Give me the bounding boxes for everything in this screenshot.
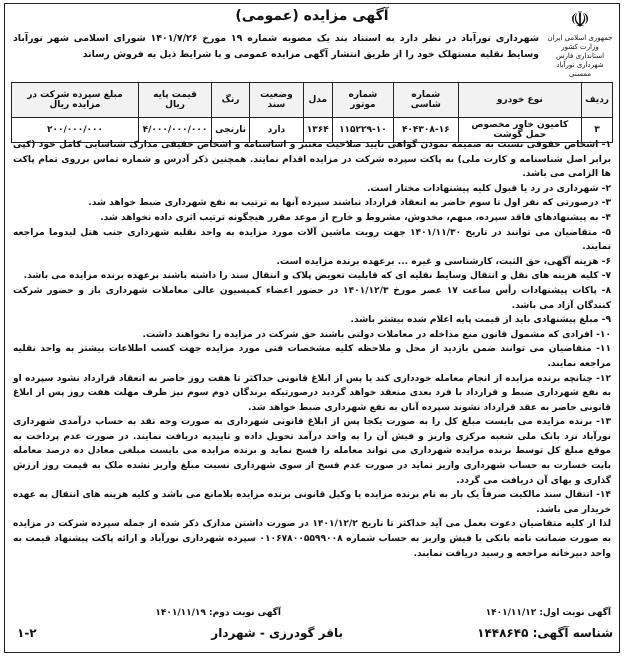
page-number: ۱-۲ bbox=[17, 626, 37, 640]
col-chassis: شماره شاسی bbox=[394, 83, 459, 118]
emblem-line: جمهوری اسلامی ایران bbox=[547, 34, 613, 42]
condition-item: ۴- به پیشنهادهای فاقد سپرده، مبهم، مخدوش، مشروط و خارج از موعد مقرر هیچگونه ترتیب اثری داده نخواهد شد. bbox=[100, 212, 611, 223]
cell-vehicle-type: کامیون خاور مخصوص حمل گوشت bbox=[458, 118, 582, 143]
first-publication-date: آگهی نوبت اول: ۱۴۰۱/۱۱/۱۲ bbox=[485, 608, 611, 618]
page-title: آگهی مزایده (عمومی) bbox=[235, 8, 389, 24]
condition-item: ۷- کلیه هزینه های نقل و انتقال وسایط نقلیه ای که قابلیت تعویض پلاک و انتقال سند را داشته باشند برعهده برنده مزایده می باشد. bbox=[23, 271, 611, 282]
condition-item: ۵- متقاضیان می توانند در تاریخ ۱۴۰۱/۱۱/۳۰ جهت رویت ماشین آلات مورد مزایده به واحد نقلیه شهرداری جنب هتل لیدوما مراجعه نمایند. bbox=[13, 227, 611, 253]
col-engine: شماره موتور bbox=[332, 83, 393, 118]
cell-document: دارد bbox=[250, 118, 304, 143]
emblem-line: شهرداری نورآباد ممسنی bbox=[556, 61, 604, 78]
col-document: وضعیت سند bbox=[250, 83, 304, 118]
condition-item: ۳- درصورتی که نفر اول تا سوم حاضر به انعقاد قرارداد نباشند سپرده آنها به ترتیب به نفع شهرداری ضبط خواهد شد. bbox=[88, 198, 611, 209]
emblem bbox=[545, 8, 615, 79]
vehicle-table bbox=[11, 82, 613, 143]
condition-item: ۹- مبلغ پیشنهادی باید از قیمت پایه اعلام شده بیشتر باشد. bbox=[350, 315, 611, 326]
table-header-row bbox=[12, 83, 613, 118]
condition-item: ۱۴- انتقال سند مالکیت صرفاً یک بار به نام برنده مزایده یا وکیل قانونی برنده مزایده بلامانع می باشد و کلیه هزینه های انتقال به عهده خریدار می باشد. bbox=[13, 490, 611, 515]
condition-item: ۶- هزینه آگهی، حق الثبت، کارشناسی و غیره ... برعهده برنده مزایده است. bbox=[276, 256, 611, 267]
col-base-price: قیمت پایه ریال bbox=[138, 83, 211, 118]
footer bbox=[11, 622, 613, 646]
cell-deposit: ۲۰۰/۰۰۰/۰۰۰ bbox=[12, 118, 139, 143]
condition-item: ۱۰- افرادی که مشمول قانون منع مداخله در معاملات دولتی باشند حق شرکت در مزایده را نخواهند داشت. bbox=[142, 329, 611, 340]
closing-paragraph: لذا از کلیه متقاضیان دعوت بعمل می آید حداکثر تا تاریخ ۱۴۰۱/۱۲/۲ در صورت داشتن مدارک ذکر شده از جمله سپرده شرکت در مزایده به صورت ضمانت نامه بانکی یا فیش واریز به حساب شماره ۰۱۰۶۷۸۰۰۵۵۹۹۰۰۸ سپرده شهرداری نورآباد و ارائه پاکت پیشنهاد قیمت به واحد دبیرخانه مراجعه و رسید دریافت نمایند. bbox=[13, 519, 612, 559]
cell-base-price: ۴/۰۰۰/۰۰۰/۰۰۰ bbox=[138, 118, 211, 143]
condition-item: ۱- اشخاص حقوقی نسبت به ضمیمه نمودن گواهی تایید صلاحیت معتبر و اساسنامه و اشخاص حقیقی مدارک شناسایی کامل خود (کپی برابر اصل شناسنامه و کارت ملی) به پاکت سپرده شرکت در مزایده اقدام نمایند. همچنین ذکر آدرس و شماره تماس برروی تمام پاکت ها الزامی می باشد. bbox=[13, 140, 611, 180]
intro-paragraph: شهرداری نورآباد در نظر دارد به استناد بند یک مصوبه شماره ۱۹ مورخ ۱۴۰۱/۷/۲۶ شورای اسلامی شهر نورآباد وسایط نقلیه مستهلک خود را از طریق انتشار آگهی مزایده عمومی و با شرایط ذیل به فروش رساند bbox=[13, 33, 540, 60]
ad-number: شناسه آگهی: ۱۴۴۸۶۴۵ bbox=[477, 626, 613, 640]
condition-item: ۱۳- برنده مزایده می بایست مبلغ کل را به صورت یکجا پس از ابلاغ قانونی شهرداری به صورت وجه نقد به حساب درآمدی شهرداری نورآباد نزد بانک ملی شعبه مرکزی واریز و فیش آن را به واحد درآمد تحویل داده و تاییدیه دریافت نمایند. در صورت عدم پرداخت به موقع مبلغ کل توسط برنده مزایده شهرداری می تواند معامله را فسخ نماید و برنده مزایده می بایست مبلغی معادل ده درصد معامله بابت خسارت به حساب شهرداری واریز نماید در صورت عدم فسخ از سوی شهرداری نسبت مبلغ واریز نشده ملک به قیمت روز ارزش گذاری و بهای آن دریافت می گردد. bbox=[13, 417, 611, 486]
emblem-line: وزارت کشور bbox=[561, 43, 599, 51]
condition-item: ۱۱- متقاضیان می توانند ضمن بازدید از محل و ملاحظه کلیه مشخصات فنی مورد مزایده جهت کسب اطلاعات بیشتر به واحد نقلیه مراجعه نمایند. bbox=[13, 344, 611, 369]
col-model: مدل bbox=[303, 83, 332, 118]
conditions-list bbox=[13, 138, 611, 561]
cell-chassis: ۴۰۴۳۰۸-۱۶ bbox=[394, 118, 459, 143]
cell-engine: ۱۱۵۲۲۹-۱۰ bbox=[332, 118, 393, 143]
signature: باقر گودرزی - شهردار bbox=[211, 626, 343, 640]
condition-item: ۲- شهرداری در رد یا قبول کلیه پیشنهادات مختار است. bbox=[366, 183, 611, 194]
cell-row: ۳ bbox=[582, 118, 613, 143]
auction-notice bbox=[4, 3, 620, 653]
emblem-icon: ☫ bbox=[570, 8, 590, 33]
col-color: رنگ bbox=[212, 83, 250, 118]
col-deposit: مبلغ سپرده شرکت در مزایده ریال bbox=[12, 83, 139, 118]
condition-item: ۱۲- چنانچه برنده مزایده از انجام معامله خودداری کند یا پس از ابلاغ قانونی حداکثر تا هفت روز حاضر به انعقاد قرارداد نشود سپرده او به نفع شهرداری ضبط و قرارداد با فرد بعدی منعقد خواهد گردید درصورتیکه برندگان دوم سوم نیز ظرف مهلت هفت روز پس از ابلاغ قانونی حاضر به عقد قرارداد نشوند سپرده آنان به نفع شهرداری ضبط خواهد شد. bbox=[13, 373, 611, 413]
cell-model: ۱۳۶۴ bbox=[303, 118, 332, 143]
cell-color: نارنجی bbox=[212, 118, 250, 143]
second-publication-date: آگهی نوبت دوم: ۱۴۰۱/۱۱/۱۹ bbox=[155, 608, 281, 618]
col-vehicle-type: نوع خودرو bbox=[458, 83, 582, 118]
condition-item: ۸- پاکات پیشنهادات رأس ساعت ۱۷ عصر مورخ ۱۴۰۱/۱۲/۳ در حضور اعضاء کمیسیون عالی معاملات شهرداری باز و حضور شرکت کنندگان آزاد می باشد. bbox=[13, 285, 611, 311]
emblem-line: استانداری فارس bbox=[555, 52, 605, 60]
publication-dates bbox=[13, 608, 611, 620]
col-row: ردیف bbox=[582, 83, 613, 118]
